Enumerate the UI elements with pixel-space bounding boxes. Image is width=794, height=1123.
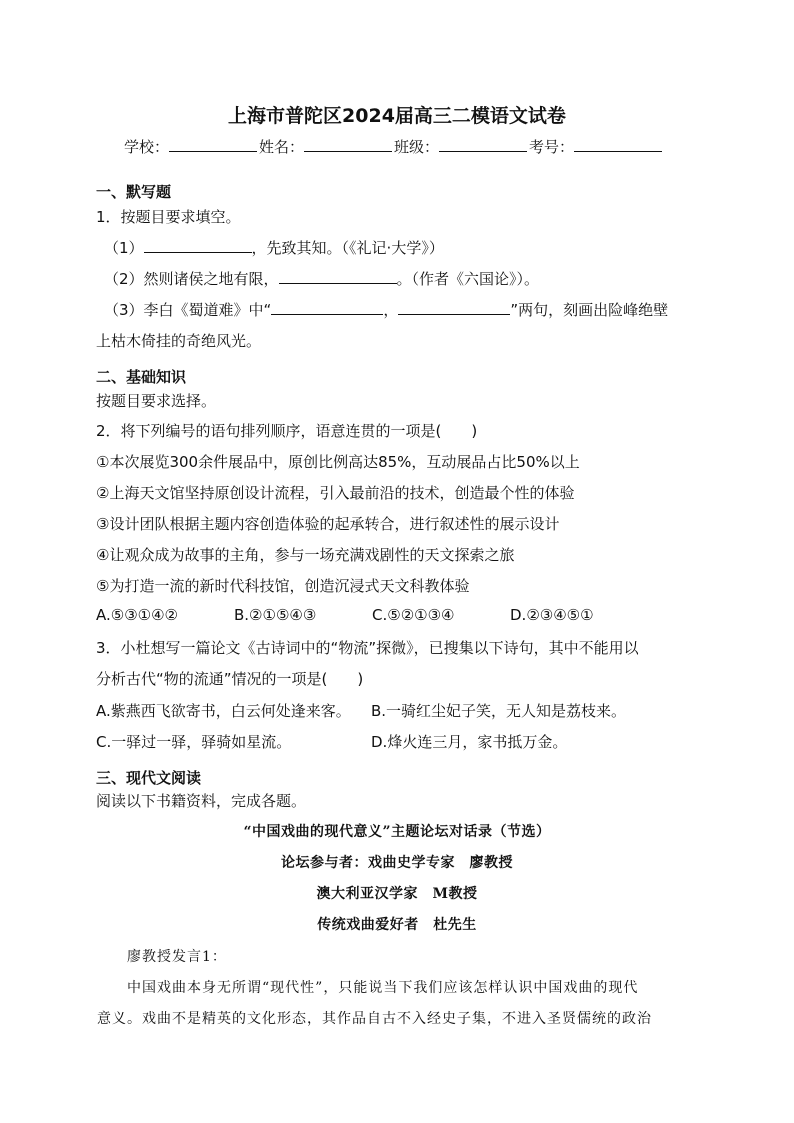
q2-prompt: 2．将下列编号的语句排列顺序，语意连贯的一项是( ) — [96, 422, 478, 440]
q1-3-rest: ”两句，刻画出险峰绝壁 — [510, 301, 669, 319]
q3-options-row1 — [96, 700, 626, 721]
q1-1 — [104, 237, 444, 258]
q2-item: ①本次展览300余件展品中，原创比例高达85%，互动展品占比50%以上 — [96, 453, 580, 471]
q1-1-rest: ，先致其知。（《礼记·大学》） — [251, 239, 444, 257]
exam-no-blank[interactable] — [574, 137, 662, 152]
q2-option-a[interactable]: A.⑤③①④② — [96, 606, 179, 624]
q1-3 — [104, 299, 668, 320]
q2-item: ④让观众成为故事的主角，参与一场充满戏剧性的天文探索之旅 — [96, 546, 515, 564]
article-participants-2: 澳大利亚汉学家 M教授 — [316, 886, 478, 902]
class-blank[interactable] — [439, 137, 527, 152]
article-participants-1: 论坛参与者：戏曲史学专家 廖教授 — [281, 855, 513, 871]
student-info-row — [124, 136, 684, 157]
school-blank[interactable] — [169, 137, 257, 152]
q3-options-row2 — [96, 731, 567, 752]
q2-item: ③设计团队根据主题内容创造体验的起承转合，进行叙述性的展示设计 — [96, 515, 560, 533]
section2-heading: 二、基础知识 — [96, 368, 187, 386]
q1-2-rest: 。（作者《六国论》）。 — [396, 270, 540, 288]
class-label: 班级： — [394, 138, 440, 156]
section3-heading: 三、现代文阅读 — [96, 769, 202, 787]
q3-option-a[interactable]: A.紫燕西飞欲寄书，白云何处逢来客。 — [96, 702, 351, 720]
section3-intro: 阅读以下书籍资料，完成各题。 — [96, 792, 307, 810]
q3-option-b[interactable]: B.一骑红尘妃子笑，无人知是荔枝来。 — [371, 702, 627, 720]
q3-prompt-line2: 分析古代“物的流通”情况的一项是( ) — [96, 670, 364, 688]
q1-3-mid: ， — [383, 301, 399, 319]
q1-2 — [104, 268, 539, 289]
q2-option-c[interactable]: C.⑤②①③④ — [372, 606, 455, 624]
speaker-label: 廖教授发言1： — [127, 949, 227, 965]
q1-1-blank[interactable] — [144, 238, 252, 253]
q3-option-c[interactable]: C.一驿过一驿，驿骑如星流。 — [96, 733, 292, 751]
q3-option-d[interactable]: D.烽火连三月，家书抵万金。 — [371, 733, 568, 751]
school-label: 学校： — [124, 138, 170, 156]
article-participants-3: 传统戏曲爱好者 杜先生 — [317, 917, 477, 933]
q1-1-label: （1） — [104, 239, 144, 257]
q1-3-blank-a[interactable] — [271, 300, 383, 315]
q1-3-continued: 上枯木倚挂的奇绝风光。 — [96, 332, 262, 350]
name-blank[interactable] — [304, 137, 392, 152]
q2-option-b[interactable]: B.②①⑤④③ — [234, 606, 317, 624]
passage-line-1: 中国戏曲本身无所谓“现代性”，只能说当下我们应该怎样认识中国戏曲的现代 — [127, 980, 639, 996]
q2-option-d[interactable]: D.②③④⑤① — [510, 606, 594, 624]
q2-item: ⑤为打造一流的新时代科技馆，创造沉浸式天文科教体验 — [96, 577, 470, 595]
q2-item: ②上海天文馆坚持原创设计流程，引入最前沿的技术，创造最个性的体验 — [96, 484, 575, 502]
name-label: 姓名： — [259, 138, 305, 156]
q1-prompt: 1．按题目要求填空。 — [96, 208, 241, 226]
section1-heading: 一、默写题 — [96, 183, 172, 201]
page-title: 上海市普陀区2024届高三二模语文试卷 — [228, 105, 566, 127]
q1-2-blank[interactable] — [279, 269, 397, 284]
q3-prompt-line1: 3．小杜想写一篇论文《古诗词中的“物流”探微》，已搜集以下诗句，其中不能用以 — [96, 639, 639, 657]
exam-no-label: 考号： — [529, 138, 575, 156]
q1-2-text: （2）然则诸侯之地有限， — [104, 270, 279, 288]
q2-options — [96, 606, 594, 624]
article-title: “中国戏曲的现代意义”主题论坛对话录（节选） — [243, 824, 551, 840]
section2-intro: 按题目要求选择。 — [96, 392, 217, 410]
q1-3-blank-b[interactable] — [398, 300, 510, 315]
passage-line-2: 意义。戏曲不是精英的文化形态，其作品自古不入经史子集，不进入圣贤儒统的政治 — [97, 1011, 652, 1027]
q1-3-text: （3）李白《蜀道难》中“ — [104, 301, 272, 319]
